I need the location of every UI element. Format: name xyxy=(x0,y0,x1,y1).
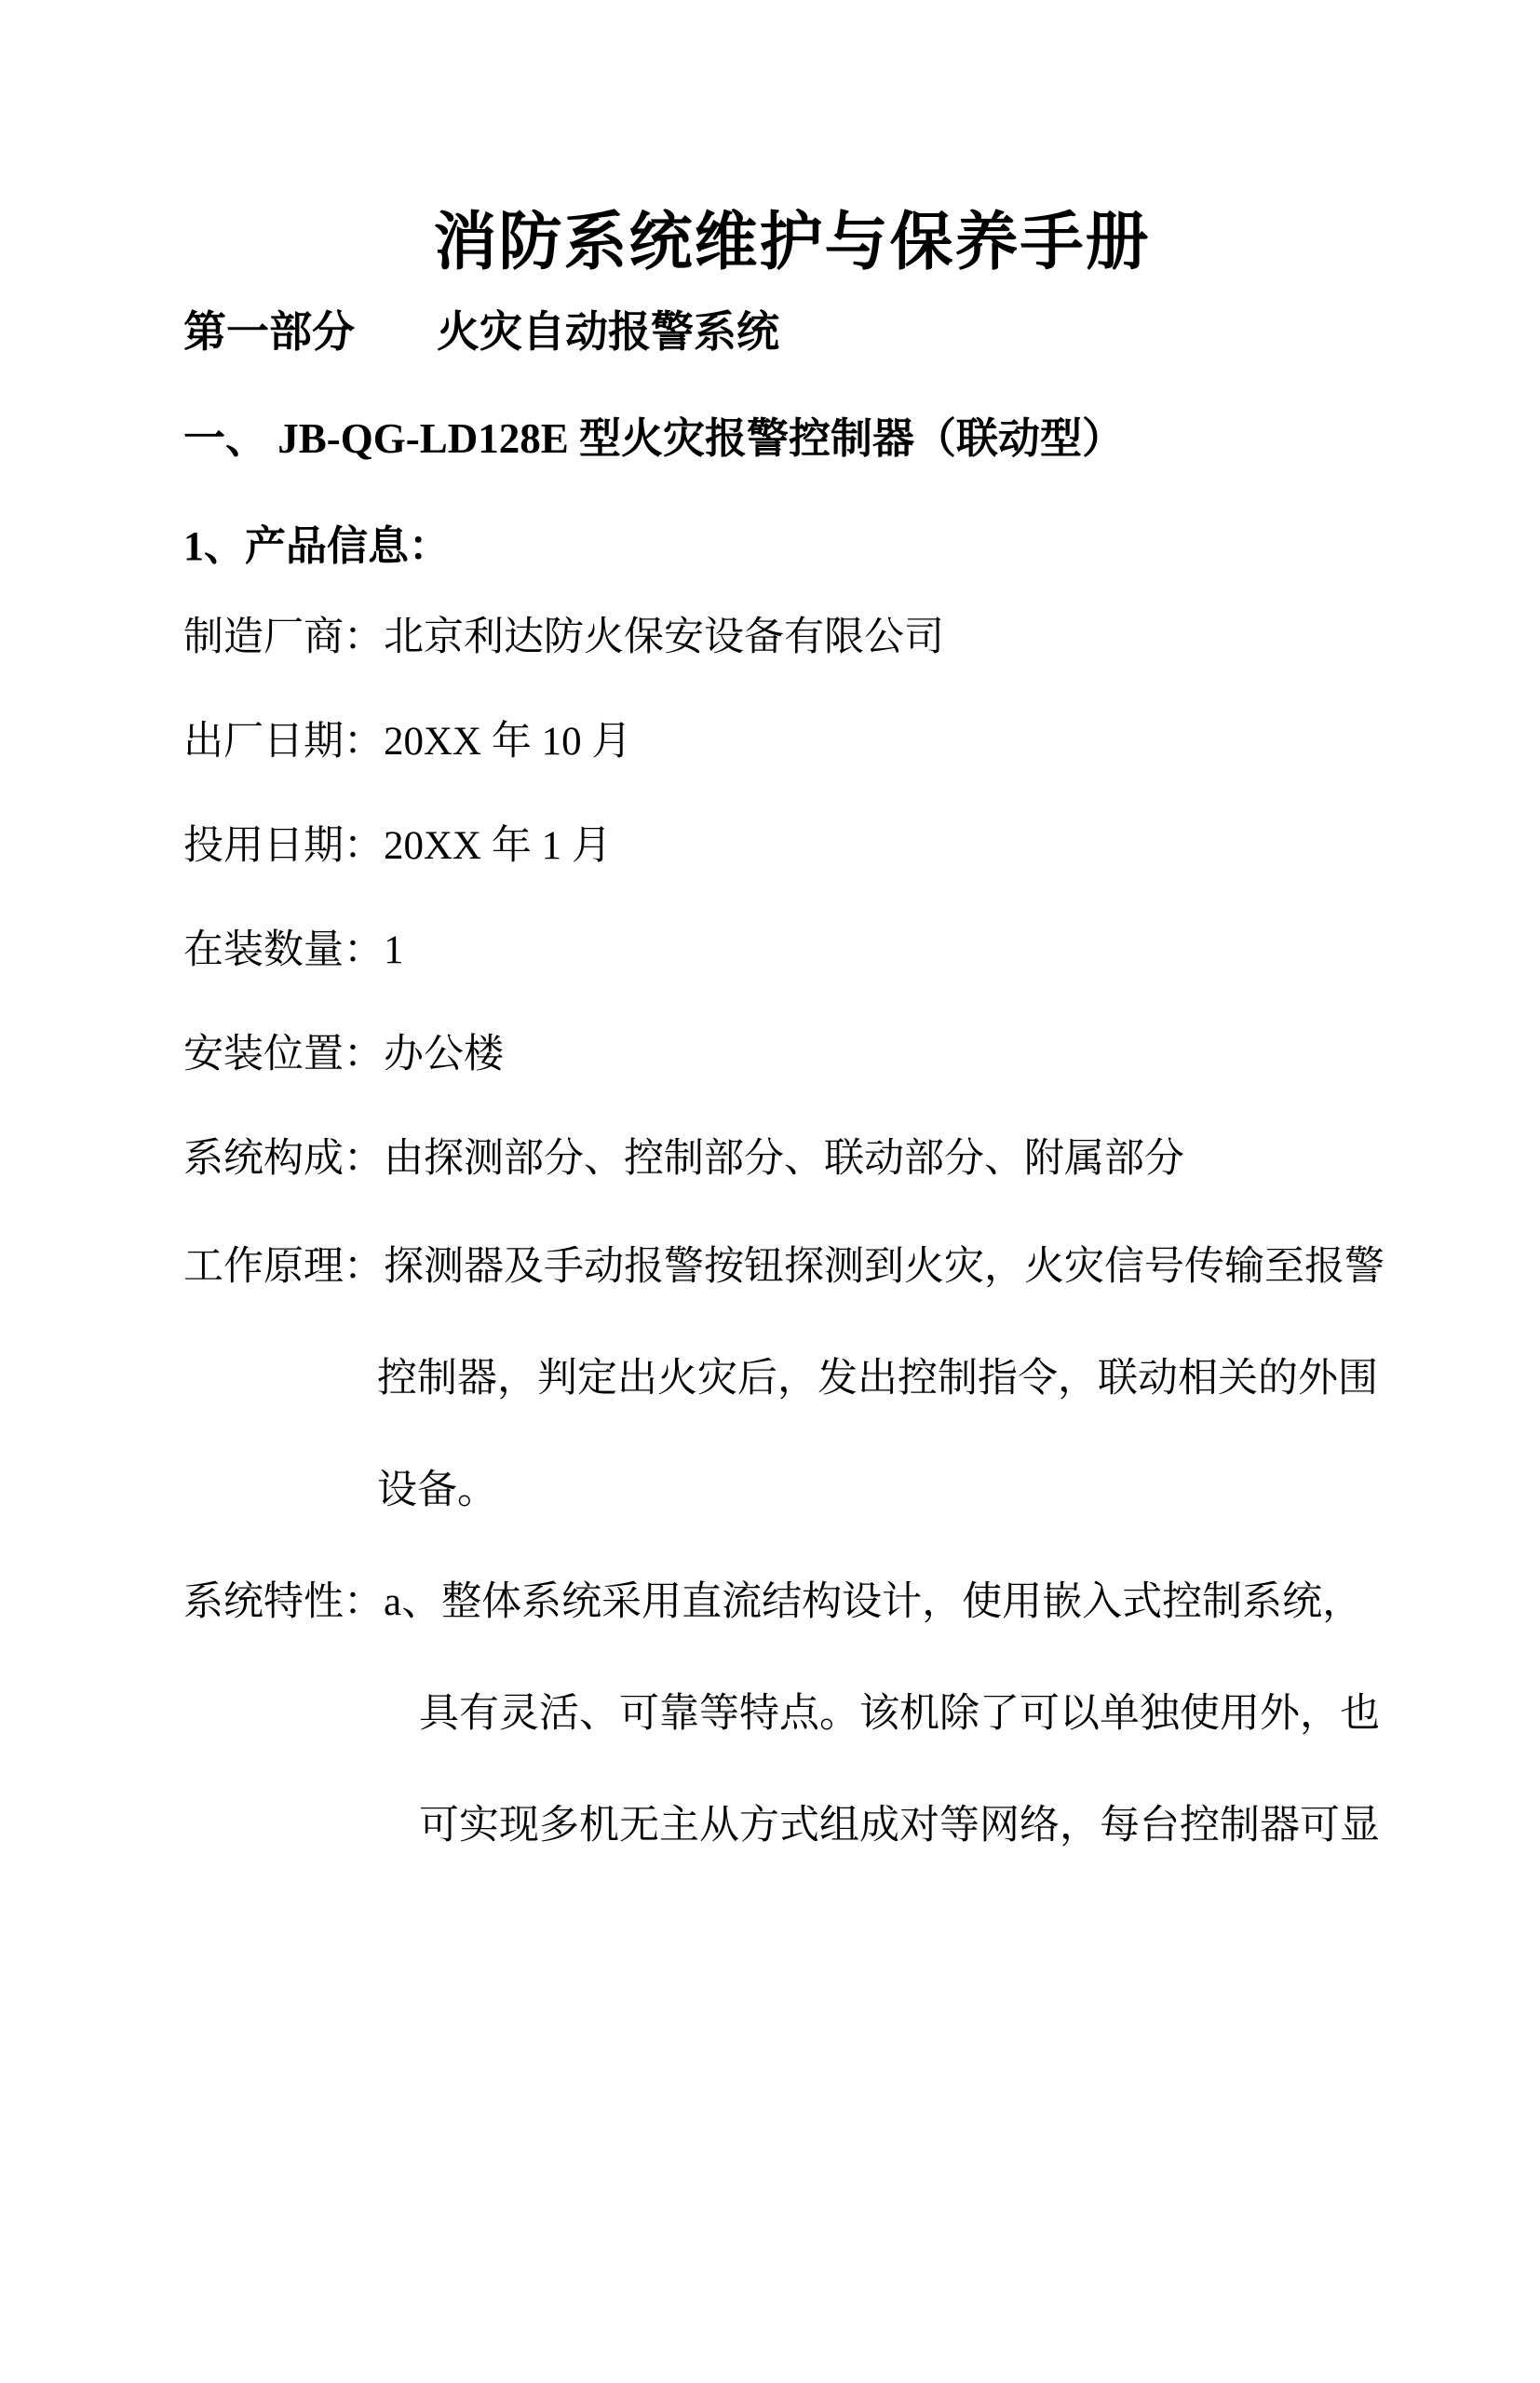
product-info-list xyxy=(183,586,1400,1212)
field-label: 出厂日期： xyxy=(183,720,384,764)
body-line-text: 设备。 xyxy=(377,1469,497,1512)
field-label: 制造厂商： xyxy=(183,616,384,659)
body-line-text: 控制器，判定出火灾后，发出控制指令，联动相关的外围 xyxy=(377,1357,1378,1401)
field-line xyxy=(183,586,1400,690)
section-heading: 一、 JB-QG-LD128E 型火灾报警控制器（联动型） xyxy=(183,415,1125,462)
paragraph-lines xyxy=(183,1212,1400,1882)
field-value: 办公楼 xyxy=(384,1033,504,1076)
document-title: 消防系统维护与保养手册 xyxy=(433,207,1151,278)
field-line xyxy=(183,794,1400,899)
body-line-text: 具有灵活、可靠等特点。该机除了可以单独使用外，也 xyxy=(419,1692,1380,1736)
field-value: 北京利达防火保安设备有限公司 xyxy=(384,616,944,659)
field-value: 由探测部分、控制部分、联动部分、附属部分 xyxy=(384,1137,1184,1181)
field-line xyxy=(183,690,1400,794)
document-page xyxy=(0,205,1540,2383)
body-line xyxy=(419,1770,1400,1882)
field-value: 20XX 年 10 月 xyxy=(384,720,632,764)
body-line-text: 系统特性：a、整体系统采用直流结构设计，使用嵌入式控制系统， xyxy=(183,1580,1363,1624)
body-line xyxy=(183,1547,1400,1659)
body-line-text: 工作原理：探测器及手动报警按钮探测到火灾，火灾信号传输至报警 xyxy=(183,1245,1385,1289)
part-number: 第一部分 xyxy=(183,308,355,356)
part-heading xyxy=(183,307,1400,358)
body-line xyxy=(377,1323,1400,1435)
field-value: 1 xyxy=(384,928,404,972)
body-line xyxy=(183,1212,1400,1323)
field-label: 投用日期： xyxy=(183,824,384,868)
field-line xyxy=(183,1107,1400,1212)
field-label: 安装位置： xyxy=(183,1033,384,1076)
field-label: 在装数量： xyxy=(183,928,384,972)
field-line xyxy=(183,899,1400,1003)
field-label: 系统构成： xyxy=(183,1137,384,1181)
subsection-heading: 1、产品信息： xyxy=(183,523,450,569)
part-title: 火灾自动报警系统 xyxy=(437,308,779,356)
field-line xyxy=(183,1003,1400,1107)
body-line xyxy=(377,1435,1400,1547)
body-line-text: 可实现多机无主从方式组成对等网络，每台控制器可显 xyxy=(419,1804,1380,1848)
body-line xyxy=(419,1659,1400,1770)
field-value: 20XX 年 1 月 xyxy=(384,824,612,868)
